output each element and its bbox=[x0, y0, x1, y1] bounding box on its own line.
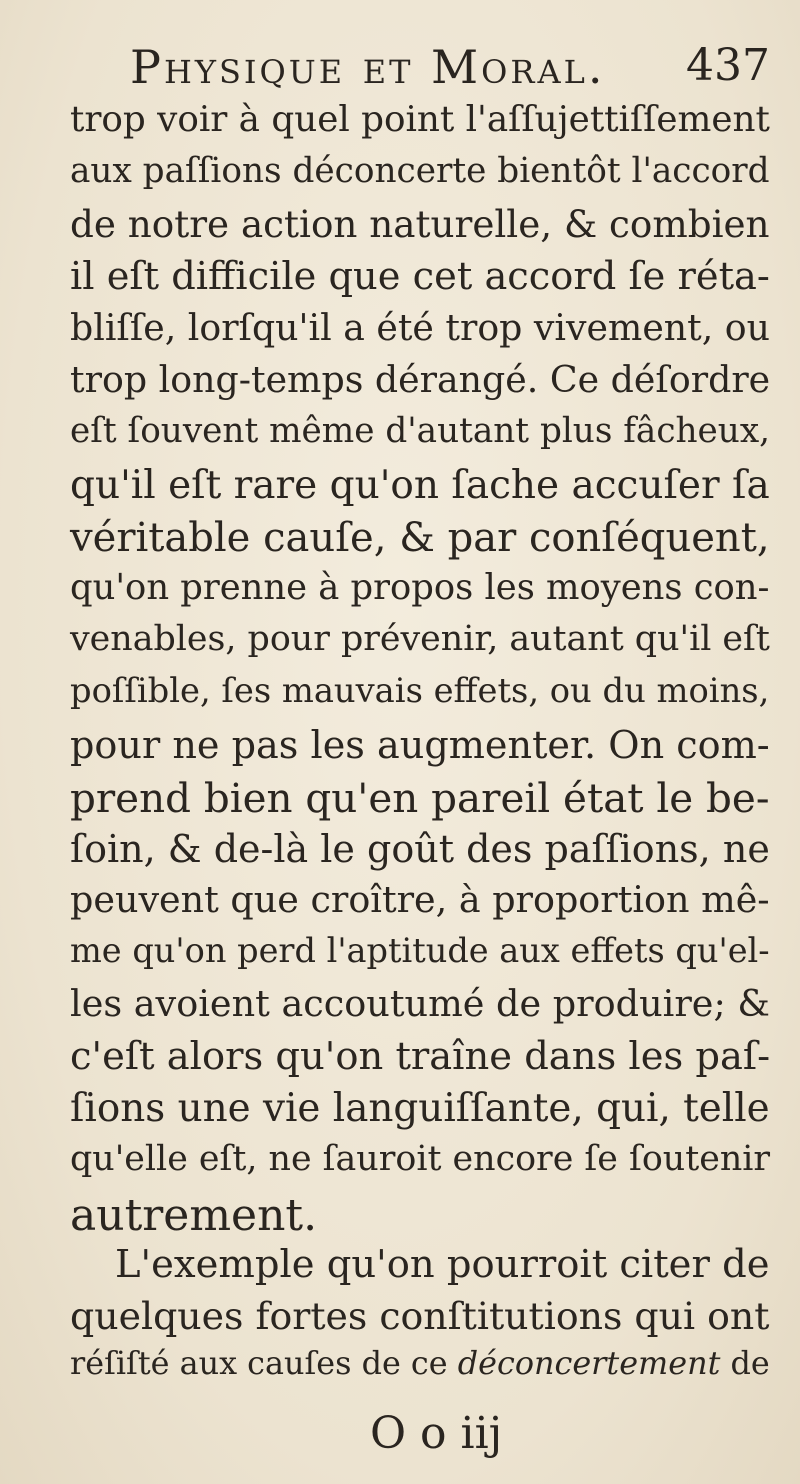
text-line: quelques fortes conſtitutions qui ont bbox=[70, 1294, 770, 1338]
text-line: c'eſt alors qu'on traîne dans les paſ- bbox=[70, 1034, 771, 1079]
last-line-tail: de bbox=[730, 1344, 770, 1382]
last-line-italic: déconcertement bbox=[457, 1344, 721, 1382]
text-line: poſſible, ſes mauvais effets, ou du moins, bbox=[70, 671, 770, 710]
text-line: les avoient accoutumé de produire; & bbox=[70, 982, 770, 1025]
last-line-roman: réſiſté aux cauſes de ce bbox=[70, 1344, 448, 1382]
text-line: trop long-temps dérangé. Ce déſordre bbox=[70, 358, 771, 401]
text-line: qu'elle eſt, ne ſauroit encore ſe ſoutenir bbox=[70, 1139, 771, 1179]
text-line: il eſt difficile que cet accord ſe réta- bbox=[70, 254, 770, 299]
text-line: aux paſſions déconcerte bientôt l'accord bbox=[70, 151, 770, 191]
text-line: venables, pour prévenir, autant qu'il eſt bbox=[70, 619, 770, 659]
text-line: eſt ſouvent même d'autant plus fâcheux, bbox=[70, 411, 770, 451]
text-line: trop voir à quel point l'aſſujettiſſement bbox=[70, 99, 770, 140]
text-line: pour ne pas les augmenter. On com- bbox=[70, 723, 770, 767]
text-line: qu'on prenne à propos les moyens con- bbox=[70, 567, 770, 608]
running-title: Physique et Moral. bbox=[130, 40, 606, 94]
text-line: de notre action naturelle, & combien bbox=[70, 202, 770, 246]
text-line-last bbox=[70, 1344, 770, 1382]
text-line: autrement. bbox=[70, 1190, 318, 1241]
paragraph-start-line: L'exemple qu'on pourroit citer de bbox=[115, 1242, 770, 1287]
signature-mark: O o iij bbox=[370, 1408, 503, 1459]
text-line: peuvent que croître, à proportion mê- bbox=[70, 878, 770, 921]
text-line: me qu'on perd l'aptitude aux effets qu'el- bbox=[70, 931, 770, 970]
text-line: véritable cauſe, & par conſéquent, bbox=[70, 515, 770, 561]
text-line: ſoin, & de-là le goût des paſſions, ne bbox=[70, 827, 770, 871]
text-line: ſions une vie languiſſante, qui, telle bbox=[70, 1086, 770, 1131]
text-line: prend bien qu'en pareil état le be- bbox=[70, 774, 770, 822]
text-line: qu'il eſt rare qu'on ſache accuſer ſa bbox=[70, 463, 770, 508]
text-line: bliſſe, lorſqu'il a été trop vivement, ou bbox=[70, 306, 770, 349]
page-number: 437 bbox=[686, 40, 770, 91]
